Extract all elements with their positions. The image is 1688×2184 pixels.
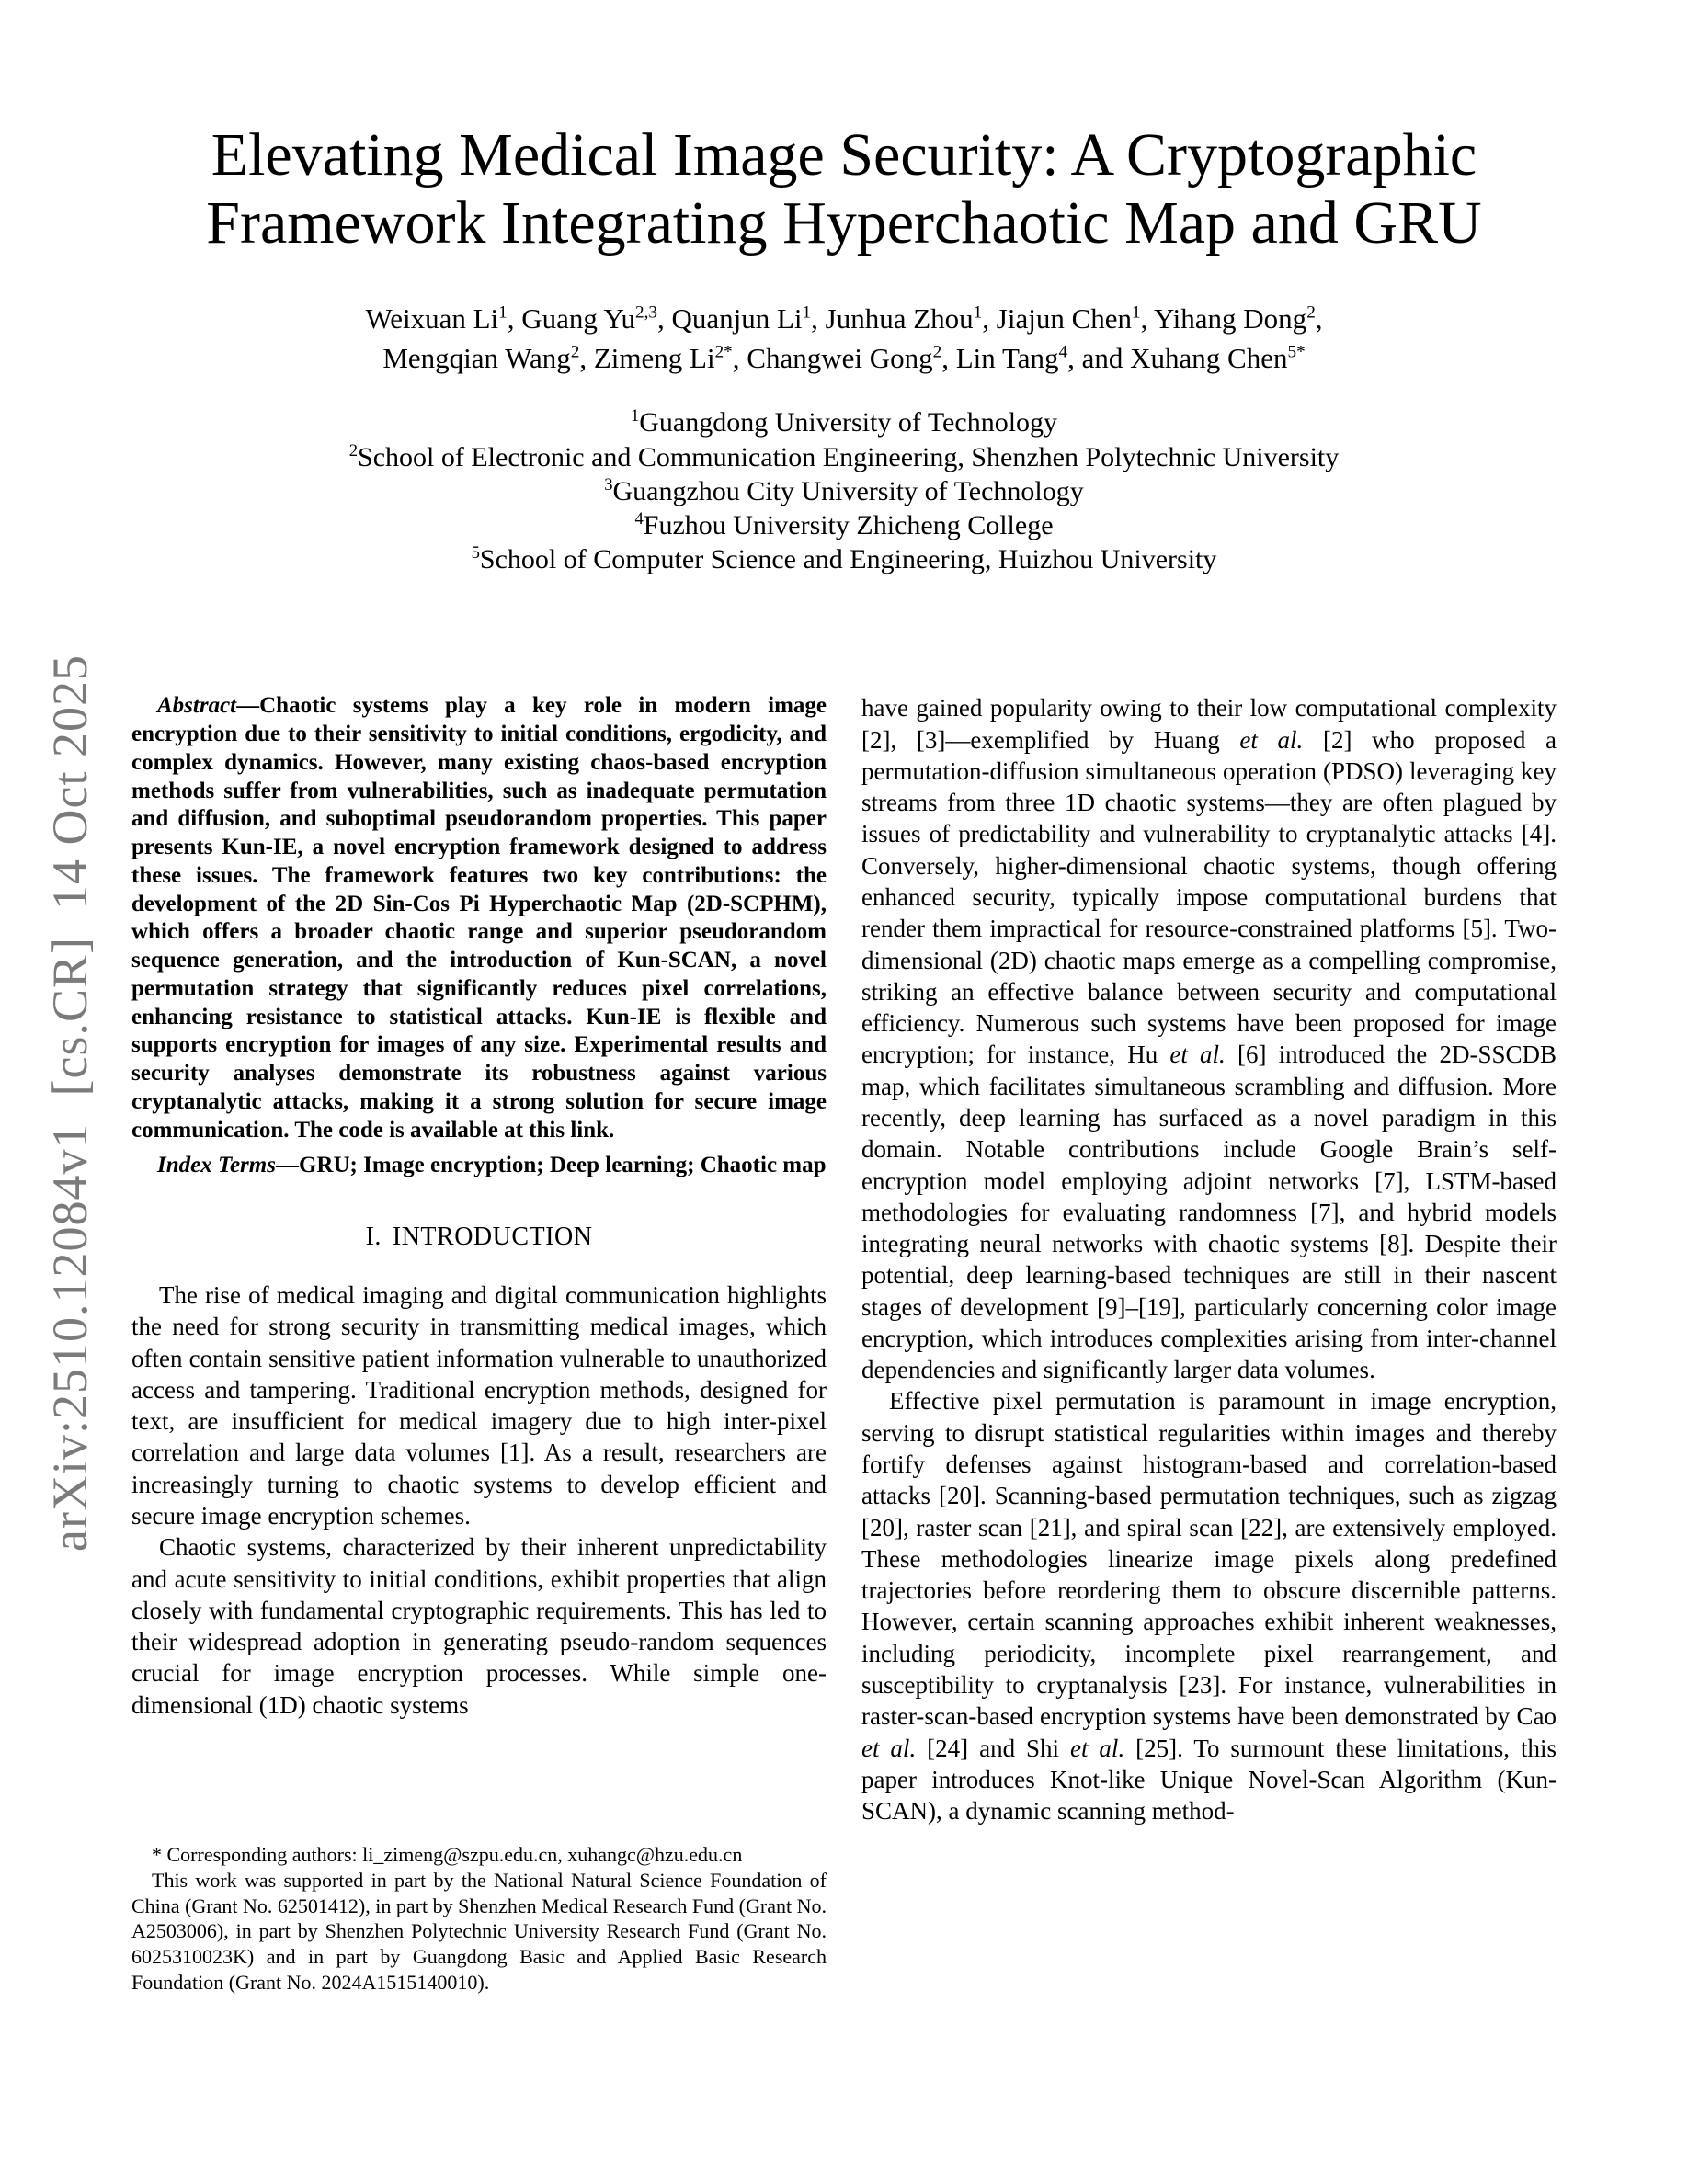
affiliation-2 [131,440,1557,474]
text-segment: [25]. To surmount these limitations, this paper introduces Knot-like Unique Novel-Scan Algorithm (Kun-SCAN), a dynamic scanning method- [861,1734,1557,1826]
affiliation-1 [131,405,1557,439]
superscript: 3 [604,474,613,495]
text-segment: , Quanjun Li [656,301,803,335]
text-segment: , and Xuhang Chen [1067,341,1288,374]
abstract [131,692,827,1144]
text-segment: Abstract [157,693,237,719]
footnote-funding [131,1868,827,1996]
affiliation-5 [131,542,1557,576]
text-segment: [2] who proposed a permutation-diffusion simultaneous operation (PDSO) leveraging key streams from three 1D chaotic systems—they are often plagued by issues of predictability and vulnerability to cryptanalytic attacks [4]. Conversely, higher-dimensional chaotic systems, though offering enhanced security, typically impose computational burdens that render them impractical for resource-constrained platforms [5]. Two-dimensional (2D) chaotic maps emerge as a compelling compromise, striking an effective balance between security and computational efficiency. Numerous such systems have been proposed for image encryption; for instance, Hu [861,725,1557,1069]
superscript: 2 [348,440,359,461]
text-segment: Weixuan Li [365,301,499,335]
affiliation-list [131,405,1557,576]
superscript: 2 [570,342,580,362]
text-segment: This work was supported in part by the National Natural Science Foundation of China (Grant No. 62501412), in part by Shenzhen Medical Research Fund (Grant No. A2503006), in part by Shenzhen Polytechnic University Research Fund (Grant No. 6025310023K) and in part by Guangdong Basic and Applied Basic Research Foundation (Grant No. 2024A1515140010). [131,1868,827,1995]
superscript: 1 [1132,302,1141,323]
superscript: 5 [471,543,480,563]
text-segment: have gained popularity owing to their low computational complexity [2], [3]—exemplified by Huang [861,694,1557,754]
text-segment: —Chaotic systems play a key role in modern image encryption due to their sensitivity to initial conditions, ergodicity, and complex dynamics. However, many existing chaos-based encryption methods suffer from vulnerabilities, such as inadequate permutation and diffusion, and suboptimal pseudorandom properties. This paper presents Kun-IE, a novel encryption framework designed to address these issues. The framework features two key contributions: the development of the 2D Sin-Cos Pi Hyperchaotic Map (2D-SCPHM), which offers a broader chaotic range and superior pseudorandom sequence generation, and the introduction of Kun-SCAN, a novel permutation strategy that significantly reduces pixel correlations, enhancing resistance to statistical attacks. Kun-IE is flexible and supports encryption for images of any size. Experimental results and security analyses demonstrate its robustness against various cryptanalytic attacks, making it a strong solution for secure image communication. The code is available at this link. [131,693,827,1143]
section-heading-introduction [131,1223,827,1252]
text-segment: The rise of medical imaging and digital communication highlights the need for strong security in transmitting medical images, which often contain sensitive patient information vulnerable to unauthorized access and tampering. Traditional encryption methods, designed for text, are insufficient for medical imagery due to high inter-pixel correlation and large data volumes [1]. As a result, researchers are increasingly turning to chaotic systems to develop efficient and secure image encryption schemes. [131,1281,827,1530]
intro-paragraph-1 [131,1280,827,1531]
text-segment: et al. [861,1734,917,1762]
text-segment: , Yihang Dong [1140,301,1307,335]
page-content [131,0,1557,1996]
superscript: 1 [498,302,508,323]
section-number: I. [365,1223,382,1252]
affiliation-3 [131,474,1557,508]
text-segment: Mengqian Wang [382,341,571,374]
text-segment: Fuzhou University Zhicheng College [643,509,1054,540]
superscript: 4 [634,508,644,529]
author-line-2 [131,339,1557,379]
superscript: 1 [973,302,983,323]
intro-paragraph-2 [131,1531,827,1721]
text-segment: , Zimeng Li [579,341,715,374]
superscript: 5* [1287,342,1306,362]
right-column [861,692,1557,1996]
superscript: 2 [932,342,942,362]
text-segment: , Changwei Gong [732,341,933,374]
superscript: 2,3 [634,302,657,323]
two-column-body [131,692,1557,1996]
paper-title-line2: Framework Integrating Hyperchaotic Map and GRU [206,188,1482,256]
text-segment: School of Electronic and Communication Engineering, Shenzhen Polytechnic University [358,441,1340,472]
paper-title [131,121,1557,257]
text-segment: , Guang Yu [507,301,635,335]
left-column [131,692,827,1996]
text-segment: , Lin Tang [941,341,1059,374]
author-list [131,300,1557,379]
superscript: 4 [1058,342,1068,362]
superscript: 1 [630,406,640,427]
affiliation-4 [131,508,1557,542]
text-segment: , [1315,301,1323,335]
text-segment: Chaotic systems, characterized by their inherent unpredictability and acute sensitivity to initial conditions, exhibit properties that align closely with fundamental cryptographic requirements. This has led to their widespread adoption in generating pseudo-random sequences crucial for image encryption processes. While simple one-dimensional (1D) chaotic systems [131,1533,827,1719]
index-terms [131,1152,827,1180]
text-segment: et al. [1070,1734,1125,1762]
superscript: 2 [1306,302,1316,323]
intro-paragraph-3 [861,1385,1557,1826]
text-segment: Guangdong University of Technology [639,407,1058,438]
text-segment: Effective pixel permutation is paramount in image encryption, serving to disrupt statistical regularities within images and thereby fortify defenses against histogram-based and correlation-based attacks [20]. Scanning-based permutation techniques, such as zigzag [20], raster scan [21], and spiral scan [22], are extensively employed. These methodologies linearize image pixels along predefined trajectories before reordering them to obscure discernible patterns. However, certain scanning approaches exhibit inherent weaknesses, including periodicity, incomplete pixel rearrangement, and susceptibility to cryptanalysis [23]. For instance, vulnerabilities in raster-scan-based encryption systems have been demonstrated by Cao [861,1387,1557,1731]
author-line-1 [131,300,1557,339]
superscript: 2* [714,342,733,362]
text-segment: [6] introduced the 2D-SSCDB map, which facilitates simultaneous scrambling and diffusion. More recently, deep learning has surfaced as a novel paradigm in this domain. Notable contributions include Google Brain’s self-encryption model employing adjoint networks [7], LSTM-based methodologies for evaluating randomness [7], and hybrid models integrating neural networks with chaotic systems [8]. Despite their potential, deep learning-based techniques are still in their nascent stages of development [9]–[19], particularly concerning color image encryption, which introduces complexities arising from inter-channel dependencies and significantly larger data volumes. [861,1041,1557,1384]
text-segment: —GRU; Image encryption; Deep learning; Chaotic map [275,1153,827,1178]
footnote-block [131,1818,827,1996]
text-segment: , Jiajun Chen [982,301,1133,335]
text-segment: * Corresponding authors: li_zimeng@szpu.edu.cn, xuhangc@hzu.edu.cn [152,1842,743,1866]
text-segment: Index Terms [157,1153,276,1178]
intro-paragraph-continuation [861,692,1557,1385]
text-segment: et al. [1169,1041,1226,1069]
text-segment: [24] and Shi [916,1734,1070,1762]
footnote-corresponding-authors [131,1842,827,1868]
text-segment: School of Computer Science and Engineering, Huizhou University [479,544,1217,575]
paper-title-line1: Elevating Medical Image Security: A Cryptographic [211,121,1477,188]
text-segment: et al. [1239,725,1304,754]
superscript: 1 [802,302,812,323]
text-segment: , Junhua Zhou [811,301,974,335]
text-segment: Guangzhou City University of Technology [612,475,1084,506]
arxiv-watermark: arXiv:2510.12084v1 [cs.CR] 14 Oct 2025 [42,654,97,1552]
section-title: INTRODUCTION [392,1223,593,1252]
